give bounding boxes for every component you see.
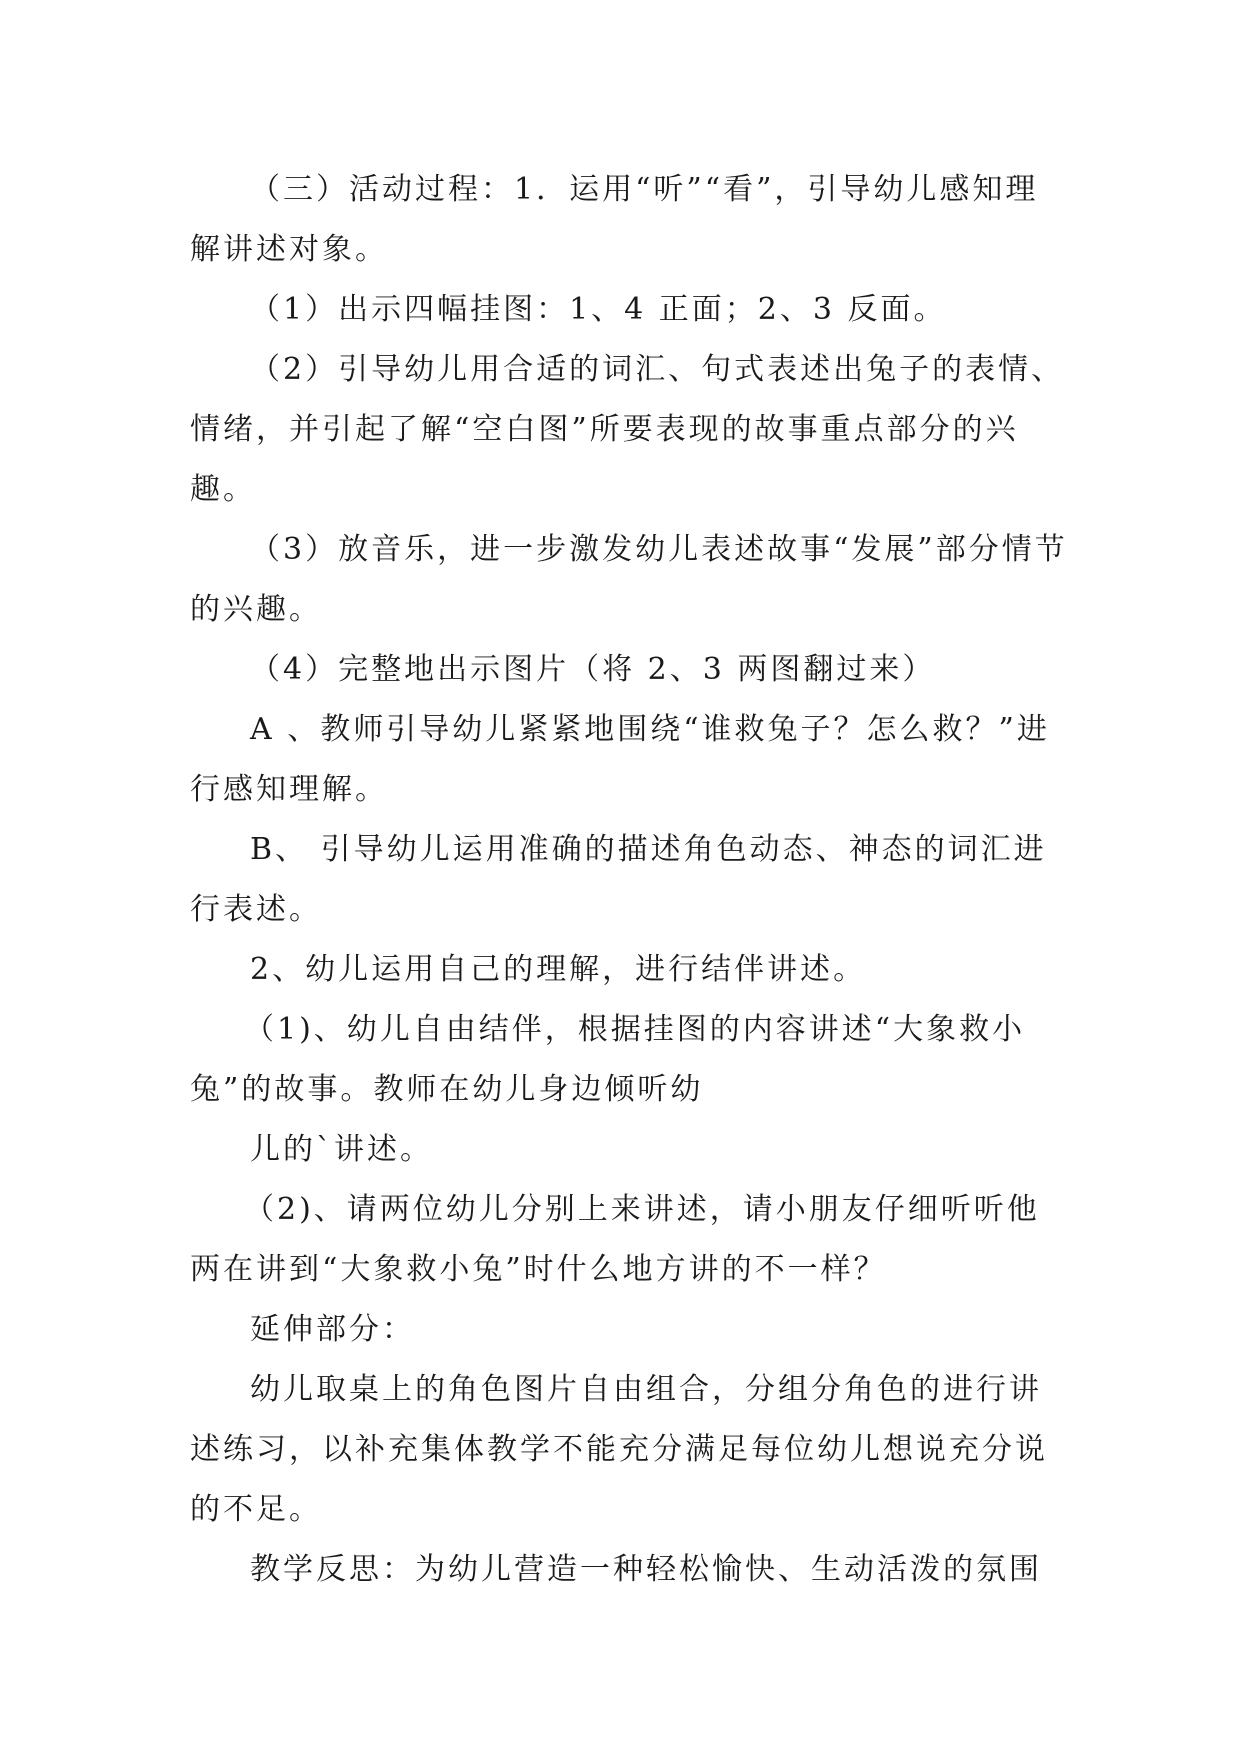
paragraph-step-3: （3）放音乐，进一步激发幼儿表述故事“发展”部分情节的兴趣。 [190,532,1068,627]
paragraph-pair-telling-cont: 儿的`讲述。 [250,1132,433,1167]
paragraph-step-1: （1）出示四幅挂图：1、4 正面；2、3 反面。 [250,292,947,327]
paragraph-two-children: （2)、请两位幼儿分别上来讲述，请小朋友仔细听听他两在讲到“大象救小兔”时什么地方讲的不一样？ [190,1192,1040,1287]
paragraph-step-2: （2）引导幼儿用合适的词汇、句式表述出兔子的表情、情绪，并引起了解“空白图”所要表现的故事重点部分的兴趣。 [190,352,1065,507]
paragraph-pair-telling: （1)、幼儿自由结伴，根据挂图的内容讲述“大象救小兔”的故事。教师在幼儿身边倾听幼 [190,1012,1026,1107]
paragraph-extension-heading: 延伸部分： [250,1312,415,1347]
paragraph-item-a: A 、教师引导幼儿紧紧地围绕“谁救兔子？怎么救？”进行感知理解。 [190,712,1050,807]
paragraph-step-4: （4）完整地出示图片（将 2、3 两图翻过来） [250,652,936,687]
paragraph-item-b: B、 引导幼儿运用准确的描述角色动态、神态的词汇进行表述。 [190,832,1047,927]
paragraph-extension-body: 幼儿取桌上的角色图片自由组合，分组分角色的进行讲述练习，以补充集体教学不能充分满足每位幼儿想说充分说的不足。 [190,1372,1048,1527]
paragraph-section-2: 2、幼儿运用自己的理解，进行结伴讲述。 [250,952,867,987]
paragraph-activity-process: （三）活动过程：1．运用“听”“看”，引导幼儿感知理解讲述对象。 [190,172,1039,267]
paragraph-reflection: 教学反思：为幼儿营造一种轻松愉快、生动活泼的氛围 [250,1552,1042,1587]
document-body [190,160,1070,1600]
